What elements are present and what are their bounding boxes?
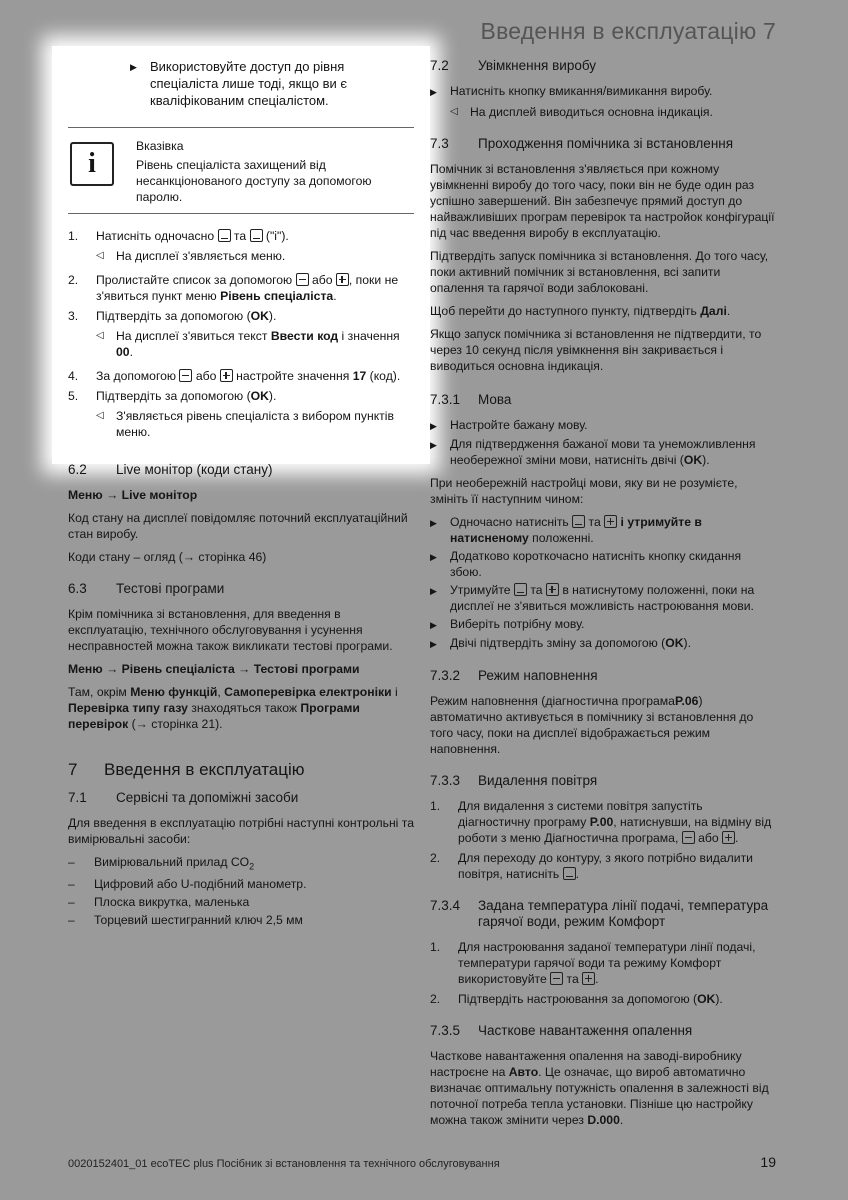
info-icon: i — [70, 142, 114, 186]
triangle-bullet-icon: ▶ — [130, 62, 137, 72]
list-item: ▶ Для підтвердження бажаної мови та унеможливлення необережної зміни мови, натисніть двічі (OK). — [430, 437, 756, 467]
step-2: 2. Пролистайте список за допомогою або , поки не з'явиться пункт меню Рівень спеціаліста. — [68, 273, 399, 303]
section-7-3-3-heading: 7.3.3 Видалення повітря — [430, 773, 598, 788]
step-result: ◁ На дисплей виводиться основна індикація. — [450, 105, 713, 119]
list-item: 1. Для настроювання заданої температури лінії подачі, температури гарячої води та режиму Комфорт використовуйте та . — [430, 940, 756, 986]
step-result: ◁ На дисплеї з'являється меню. — [96, 249, 286, 263]
ok-key-icon — [514, 583, 527, 596]
ok-key-icon — [572, 515, 585, 528]
result-arrow-icon: ◁ — [96, 330, 104, 341]
list-item: ▶ Настройте бажану мову. — [430, 418, 588, 432]
step-result: ◁ З'являється рівень спеціаліста з вибором пунктів меню. — [96, 409, 394, 439]
page-header-title: Введення в експлуатацію 7 — [480, 18, 776, 44]
triangle-bullet-icon: ▶ — [430, 421, 437, 431]
list-item: ▶ Додатково короткочасно натисніть кнопку скидання збою. — [430, 549, 742, 579]
triangle-bullet-icon: ▶ — [430, 620, 437, 630]
section-7-3-2-heading: 7.3.2 Режим наповнення — [430, 668, 598, 683]
menu-path: Меню → Live монітор — [68, 488, 198, 502]
section-6-2-heading: 6.2 Live монітор (коди стану) — [68, 462, 273, 477]
section-7-3-5-heading: 7.3.5 Часткове навантаження опалення — [430, 1023, 693, 1038]
steps-list — [68, 228, 414, 440]
chapter-7-heading: 7 Введення в експлуатацію — [68, 760, 305, 779]
triangle-bullet-icon: ▶ — [430, 552, 437, 562]
minus-key-icon — [550, 972, 563, 985]
right-column: 7.2 Увімкнення виробу ▶ Натисніть кнопку вмикання/вимикання виробу. ◁ На дисплей виводиться основна індикація. 7.3 Проходження помічника зі встановлення Помічник зі встановлення з'являється при кожному увімкненні виробу до того часу, поки він не буде один раз успішно завершений. Він забезпечує прямий доступ до найважливіших програм перевірок та настройок конфігурації під час введення виробу в експлуатацію. Підтвердіть запуск помічника зі встановлення. До того часу, поки активний помічник зі встановлення, всі запити опалення та гарячої води заблоковані. Щоб перейти до наступного пункту, підтвердіть Далі. Якщо запуск помічника зі встановлення не підтвердити, то через 10 секунд після увімкнення він закривається і виводиться основна індикація. 7.3.1 Мова ▶ Настройте бажану мову. ▶ Для підтвердження бажаної мови та унеможливлення необережної зміни мови, натисніть двічі (OK). При необережній настройці мови, яку ви не розумієте, змініть її наступним чином: ▶ Одночасно натисніть та і утримуйте в натисненому положенні. ▶ Додатково короткочасно натисніть кнопку скидання збою. ▶ Утримуйте та в натиснутому положенні, поки на дисплеї не з'явиться можливість настроювання мови. ▶ Виберіть потрібну мову. ▶ Двічі підтвердіть зміну за допомогою (OK). 7.3.2 Режим наповнення Режим наповнення (діагностична програмаP.06) автоматично активується в помічнику зі встановлення до того часу, поки на дисплеї відображається режим наповнення. 7.3.3 Видалення повітря 1. Для видалення з системи повітря запустіть діагностичну програму P.00, натиснувши, на відміну від роботи з меню Діагностична програма, або . 2. Для переходу до контуру, з якого потрібно видалити повітря, натисніть . 7.3.4 Задана температура лінії подачі, температура гарячої води, режим Комфорт 1. Для настроювання заданої температури лінії подачі, температури гарячої води та режиму Комфорт використовуйте та . 2. Підтвердіть настроювання за допомогою (OK). 7.3.5 Часткове навантаження опалення Часткове навантаження опалення на заводі-виробнику настроєне на Авто. Це означає, що вироб автоматично визначає оптимальну потужність опалення в залежності від поточної потреба тепла установки. Пізніше цю настройку можна також змінити через D.000. — [430, 58, 775, 1127]
section-7-2-heading: 7.2 Увімкнення виробу — [430, 58, 597, 73]
list-item: ▶ Виберіть потрібну мову. — [430, 617, 585, 631]
list-item: – Вимірювальний прилад $CO_2$ — [68, 855, 255, 872]
triangle-bullet-icon: ▶ — [430, 639, 437, 649]
triangle-bullet-icon: ▶ — [430, 586, 437, 596]
section-7-3-heading: 7.3 Проходження помічника зі встановлення — [430, 136, 734, 151]
triangle-bullet-icon: ▶ — [430, 87, 437, 97]
result-arrow-icon: ◁ — [450, 106, 458, 117]
tools-list — [68, 854, 414, 928]
section-6-3-heading: 6.3 Тестові програми — [68, 581, 225, 596]
triangle-bullet-icon: ▶ — [430, 518, 437, 528]
plus-key-icon — [604, 515, 617, 528]
list-item: – Торцевий шестигранний ключ 2,5 мм — [68, 913, 303, 928]
note-box — [68, 127, 414, 214]
section-7-3-1-heading: 7.3.1 Мова — [430, 392, 512, 407]
section-7-3-4-heading: 7.3.4 Задана температура лінії подачі, температура гарячої води, режим Комфорт — [430, 898, 769, 929]
list-item: ▶ Одночасно натисніть та і утримуйте в натисненому положенні. — [430, 515, 702, 545]
triangle-bullet-icon: ▶ — [430, 440, 437, 450]
plus-key-icon — [336, 273, 349, 286]
section-7-1-heading: 7.1 Сервісні та допоміжні засоби — [68, 790, 299, 805]
step-result: ◁ На дисплеї з'явиться текст Ввести код і значення 00. — [96, 329, 400, 359]
step-3: 3. Підтвердіть за допомогою (OK). — [68, 309, 277, 323]
note-title: Вказівка — [136, 139, 184, 153]
page-number: 19 — [760, 1154, 776, 1170]
minus-key-icon — [296, 273, 309, 286]
ok-key-icon — [563, 867, 576, 880]
minus-key-icon — [682, 831, 695, 844]
minus-key-icon — [179, 369, 192, 382]
plus-key-icon — [582, 972, 595, 985]
list-item: – Цифровий або U-подібний манометр. — [68, 877, 307, 892]
list-item: 2. Підтвердіть настроювання за допомогою (OK). — [430, 992, 723, 1006]
step-5: 5. Підтвердіть за допомогою (OK). — [68, 389, 277, 403]
note-text: Рівень спеціаліста захищений від несанкціонованого доступу за допомогою паролю. — [136, 158, 372, 204]
menu-path: Меню → Рівень спеціаліста → Тестові програми — [68, 662, 360, 676]
plus-key-icon — [220, 369, 233, 382]
result-arrow-icon: ◁ — [96, 410, 104, 421]
list-item: ▶ Двічі підтвердіть зміну за допомогою (OK). — [430, 636, 691, 650]
list-item: ▶ Натисніть кнопку вмикання/вимикання виробу. — [430, 84, 713, 98]
plus-key-icon — [722, 831, 735, 844]
list-item: – Плоска викрутка, маленька — [68, 895, 250, 910]
list-item: 2. Для переходу до контуру, з якого потрібно видалити повітря, натисніть . — [430, 851, 753, 881]
list-item: ▶ Утримуйте та в натиснутому положенні, поки на дисплеї не з'явиться можливість настроювання мови. — [430, 583, 755, 613]
left-column: ▶ Використовуйте доступ до рівня спеціаліста лише тоді, якщо ви є кваліфікованим спеціалістом. i Вказівка Рівень спеціаліста захищений від несанкціонованого доступу за допомогою паролю. 1. Натисніть одночасно та ("i"). ◁ На дисплеї з'являється меню. 2. Пролистайте список за допомогою або , поки не з'явиться пункт меню Рівень спеціаліста. 3. Підтвердіть за допомогою (OK). ◁ На дисплеї з'явиться текст Ввести код і значення 00. 4. За допомогою або настройте значення 17 (код). 5. Підтвердіть за допомогою (OK). ◁ З'являється рівень спеціаліста з вибором пунктів меню. 6.2 Live монітор (коди стану) Меню → Live монітор Код стану на дисплеї повідомляє поточний експлуатаційний стан виробу. Коди стану – огляд (→ сторінка 46) 6.3 Тестові програми Крім помічника зі встановлення, для введення в експлуатацію, технічного обслуговування і усунення несправностей можна також викликати тестові програми. Меню → Рівень спеціаліста → Тестові програми Там, окрім Меню функцій, Самоперевірка електроніки і Перевірка типу газу знаходяться також Програми перевірок (→ сторінка 21). 7 Введення в експлуатацію 7.1 Сервісні та допоміжні засоби Для введення в експлуатацію потрібні наступні контрольні та вимірювальні засоби: – Вимірювальний прилад $CO_2$ – Цифровий або U-подібний манометр. – Плоска викрутка, маленька – Торцевий шестигранний ключ 2,5 мм — [68, 59, 415, 928]
result-arrow-icon: ◁ — [96, 250, 104, 261]
bullet-specialist: ▶ Використовуйте доступ до рівня спеціаліста лише тоді, якщо ви є кваліфікованим спеціалістом. — [130, 59, 348, 108]
ok-key-icon — [250, 229, 263, 242]
plus-key-icon — [546, 583, 559, 596]
step-1: 1. Натисніть одночасно та ("i"). — [68, 229, 289, 243]
ok-key-icon — [218, 229, 231, 242]
step-4: 4. За допомогою або настройте значення 17 (код). — [68, 369, 401, 383]
list-item: 1. Для видалення з системи повітря запустіть діагностичну програму P.00, натиснувши, на відміну від роботи з меню Діагностична програма, або . — [430, 799, 772, 845]
footer-text: 0020152401_01 ecoTEC plus Посібник зі встановлення та технічного обслуговування — [68, 1158, 500, 1170]
